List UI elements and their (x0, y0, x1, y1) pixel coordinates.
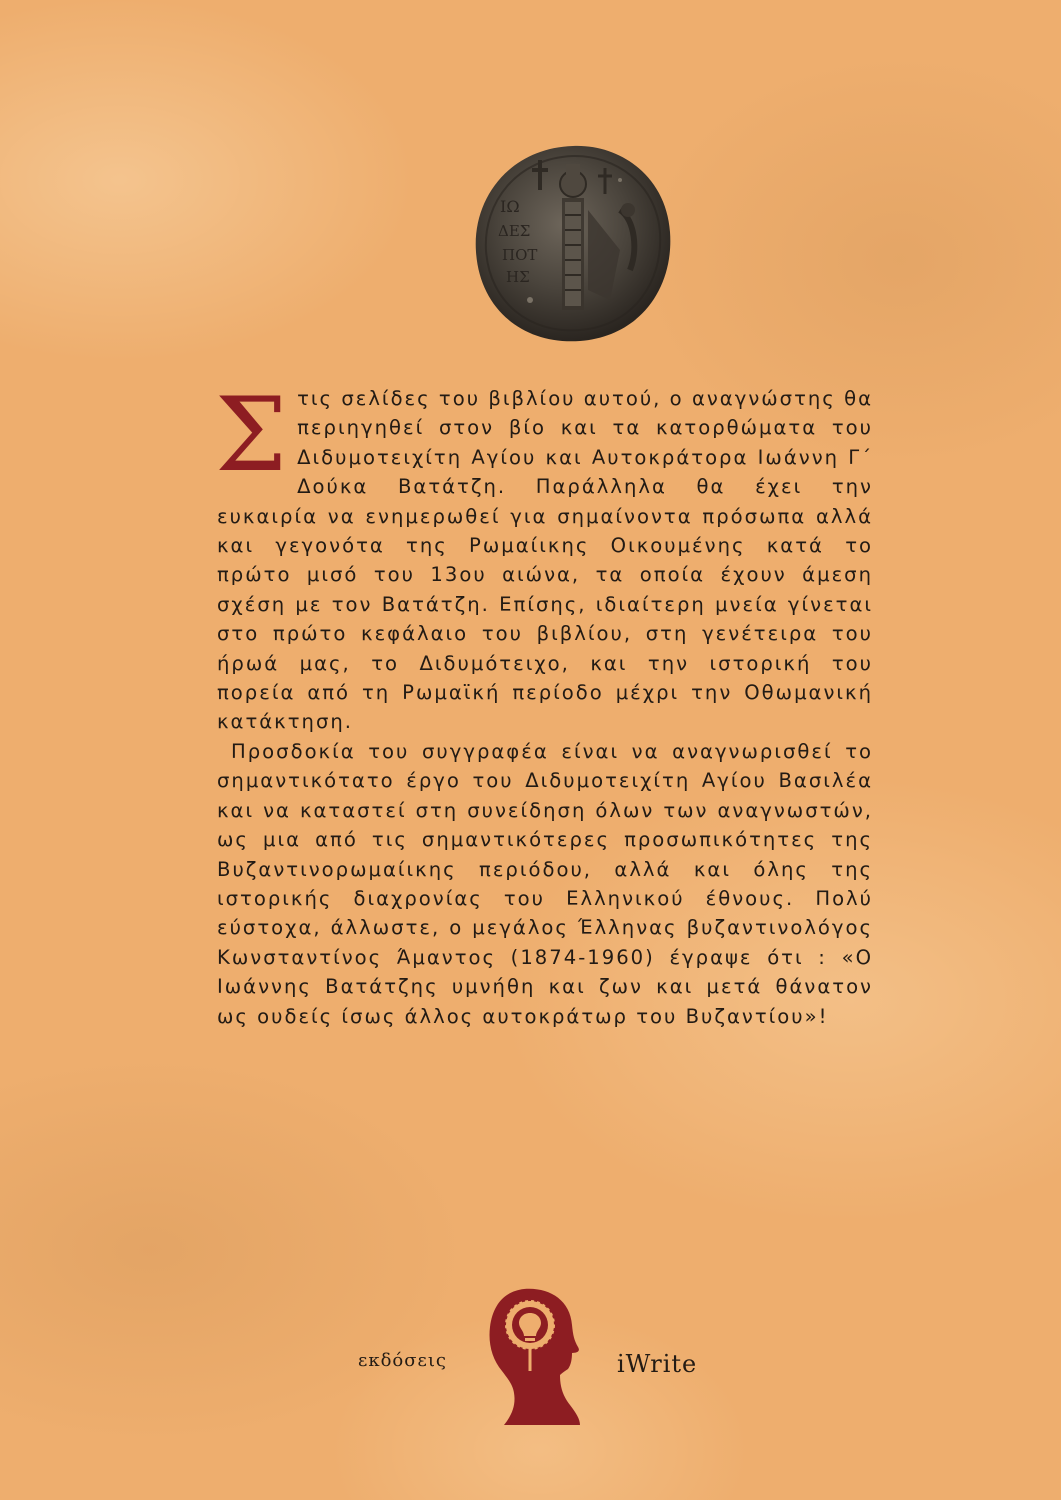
drop-cap-letter: Σ (215, 376, 290, 495)
svg-text:ΙΩ: ΙΩ (500, 197, 520, 216)
byzantine-seal-image (470, 140, 676, 346)
back-cover-blurb (215, 376, 873, 1031)
blurb-paragraph-1-text: τις σελίδες του βιβλίου αυτού, ο αναγνώστης θα περιηγηθεί στον βίο και τα κατορθώματα του Διδυμοτειχίτη Αγίου και Αυτοκράτορα Ιωάννη Γ΄ Δούκα Βατάτζη. Παράλληλα θα έχει την ευκαιρία να ενημερωθεί για σημαίνοντα πρόσωπα αλλά και γεγονότα της Ρωμαίικης Οικουμένης κατά το πρώτο μισό του 13ου αιώνα, τα οποία έχουν άμεση σχέση με τον Βατάτζη. Επίσης, ιδιαίτερη μνεία γίνεται στο πρώτο κεφάλαιο του βιβλίου, στη γενέτειρα του ήρωά μας, το Διδυμότειχο, και την ιστορική του πορεία από τη Ρωμαϊκή περίοδο μέχρι την Οθωμανική κατάκτηση. (217, 387, 873, 734)
head-lightbulb-icon (486, 1285, 582, 1425)
publisher-logo (0, 1285, 1061, 1445)
seal-icon (470, 140, 676, 346)
blurb-paragraph-1 (215, 376, 873, 737)
svg-text:ΔΕΣ: ΔΕΣ (498, 222, 531, 240)
publisher-label-left: εκδόσεις (358, 1350, 447, 1371)
blurb-paragraph-2: Προσδοκία του συγγραφέα είναι να αναγνωρισθεί το σημαντικότατο έργο του Διδυμοτειχίτη Αγίου Βασιλέα και να καταστεί στη συνείδηση όλων των αναγνωστών, ως μια από τις σημαντικότερες προσωπικότητες της Βυζαντινορωμαίικης περιόδου, αλλά και όλης της ιστορικής διαχρονίας του Ελληνικού έθνους. Πολύ εύστοχα, άλλωστε, ο μεγάλος Έλληνας βυζαντινολόγος Κωνσταντίνος Άμαντος (1874-1960) έγραψε ότι : «Ο Ιωάννης Βατάτζης υμνήθη και ζων και μετά θάνατον ως ουδείς ίσως άλλος αυτοκράτωρ του Βυζαντίου»! (217, 739, 873, 1028)
svg-text:ΗΣ: ΗΣ (506, 268, 530, 286)
publisher-label-right: iWrite (617, 1350, 698, 1378)
svg-text:ΠΟΤ: ΠΟΤ (502, 246, 538, 264)
